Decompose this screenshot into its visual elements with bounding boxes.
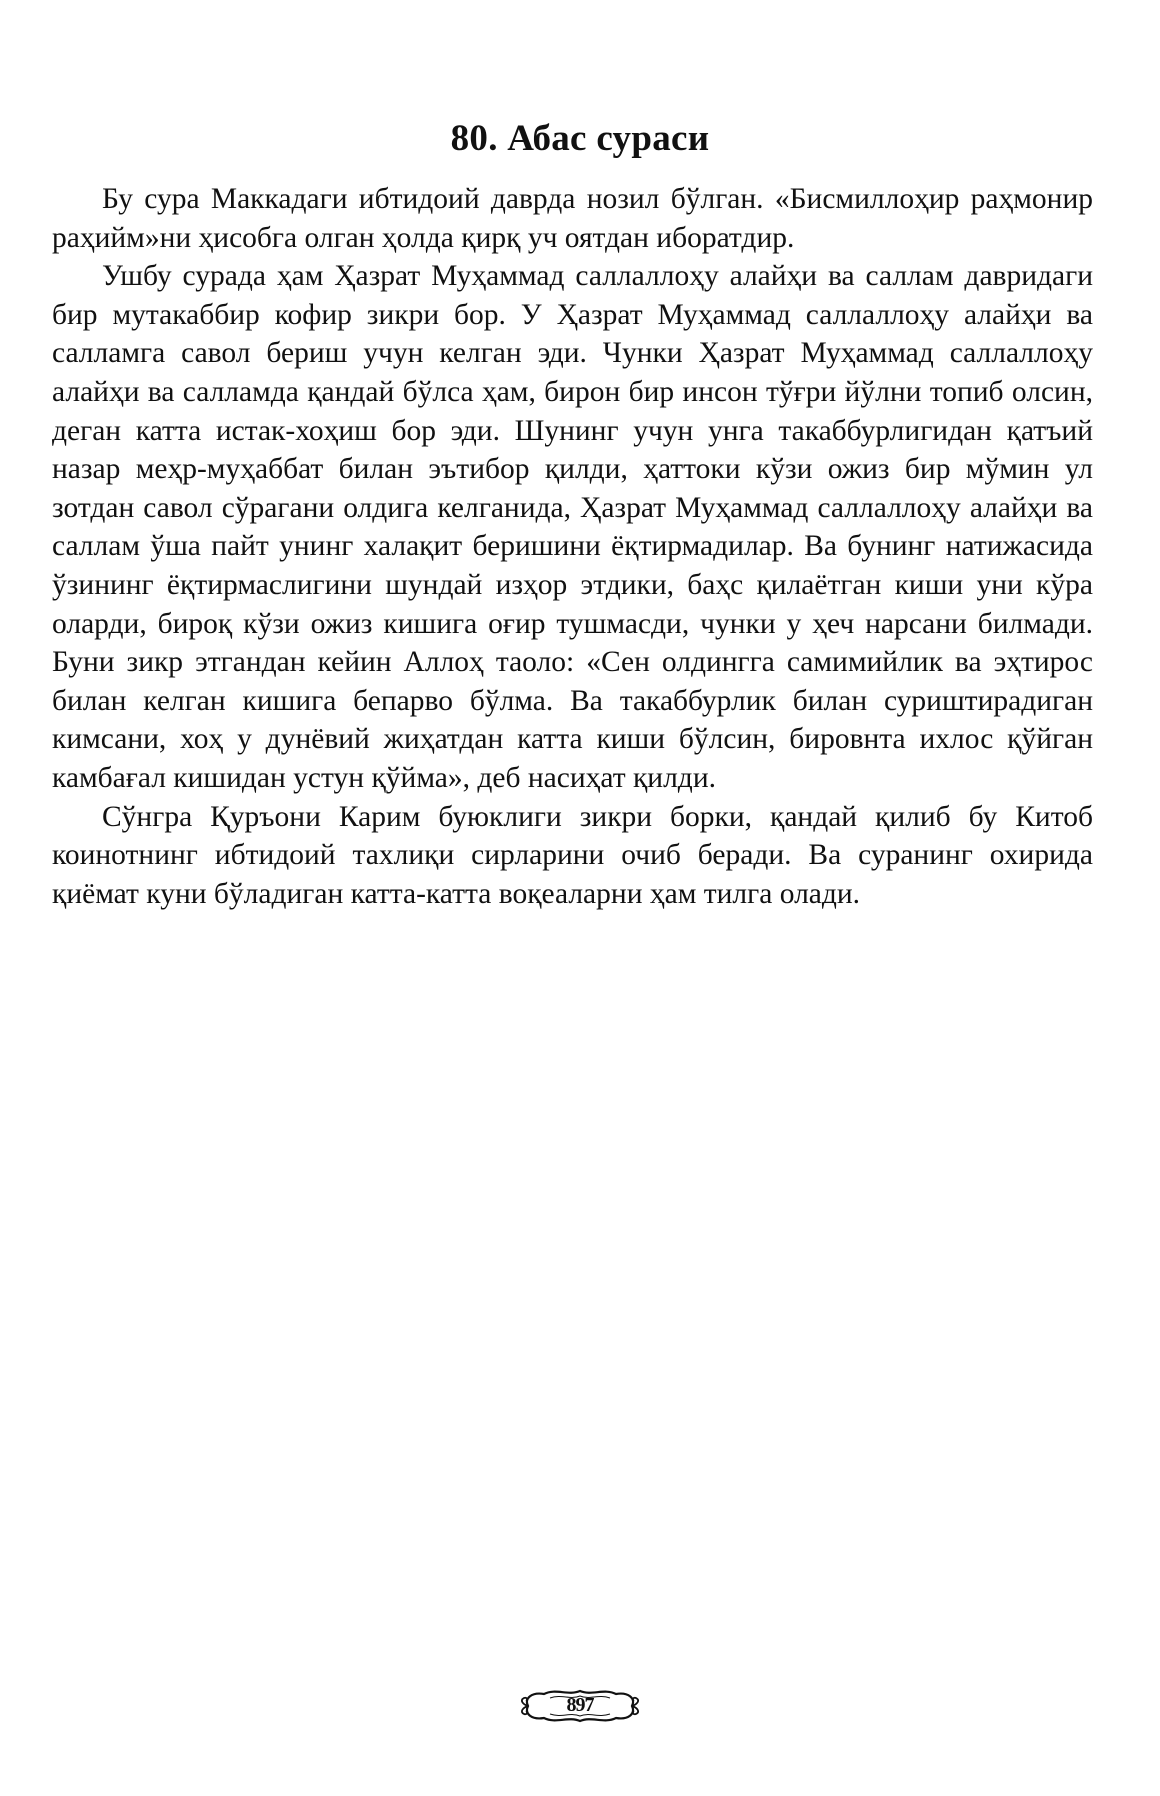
paragraph-3: Сўнгра Қуръони Карим буюклиги зикри борки, қандай қилиб бу Китоб коинотнинг ибтидоий тахлиқи сирларини очиб беради. Ва суранинг охирида қиёмат куни бўладиган катта-катта воқеаларни ҳам тилга олади. [52, 800, 1093, 910]
chapter-title: 80. Абас сураси [450, 117, 710, 159]
body-text [52, 180, 1093, 913]
paragraph-2: Ушбу сурада ҳам Ҳазрат Муҳаммад саллаллоҳу алайҳи ва саллам давридаги бир мутакаббир кофир зикри бор. У Ҳазрат Муҳаммад саллаллоҳу алайҳи ва салламга савол бериш учун келган эди. Чунки Ҳазрат Муҳаммад саллаллоҳу алайҳи ва салламда қандай бўлса ҳам, бирон бир инсон тўғри йўлни топиб олсин, деган катта истак-хоҳиш бор эди. Шунинг учун унга такаббурлигидан қатъий назар меҳр-муҳаббат билан эътибор қилди, ҳаттоки кўзи ожиз бир мўмин ул зотдан савол сўрагани олдига келганида, Ҳазрат Муҳаммад саллаллоҳу алайҳи ва саллам ўша пайт унинг халақит беришини ёқтирмадилар. Ва бунинг натижасида ўзининг ёқтирмаслигини шундай изҳор этдики, баҳс қилаётган киши уни кўра оларди, бироқ кўзи ожиз кишига оғир тушмасди, чунки у ҳеч нарсани билмади. Буни зикр этгандан кейин Аллоҳ таоло: «Сен олдингга самимийлик ва эҳтирос билан келган кишига бепарво бўлма. Ва такаббурлик билан суриштирадиган кимсани, хоҳ у дунёвий жиҳатдан катта киши бўлсин, бировнта ихлос қўйган камбағал кишидан устун қўйма», деб насиҳат қилди. [52, 260, 1093, 794]
paragraph-1: Бу сура Маккадаги ибтидоий даврда нозил бўлган. «Бисмиллоҳир раҳмонир раҳийм»ни ҳисобга олган ҳолда қирқ уч оятдан иборатдир. [52, 183, 1093, 254]
page-number-ornament [516, 1684, 644, 1728]
page-number: 897 [566, 1694, 594, 1716]
